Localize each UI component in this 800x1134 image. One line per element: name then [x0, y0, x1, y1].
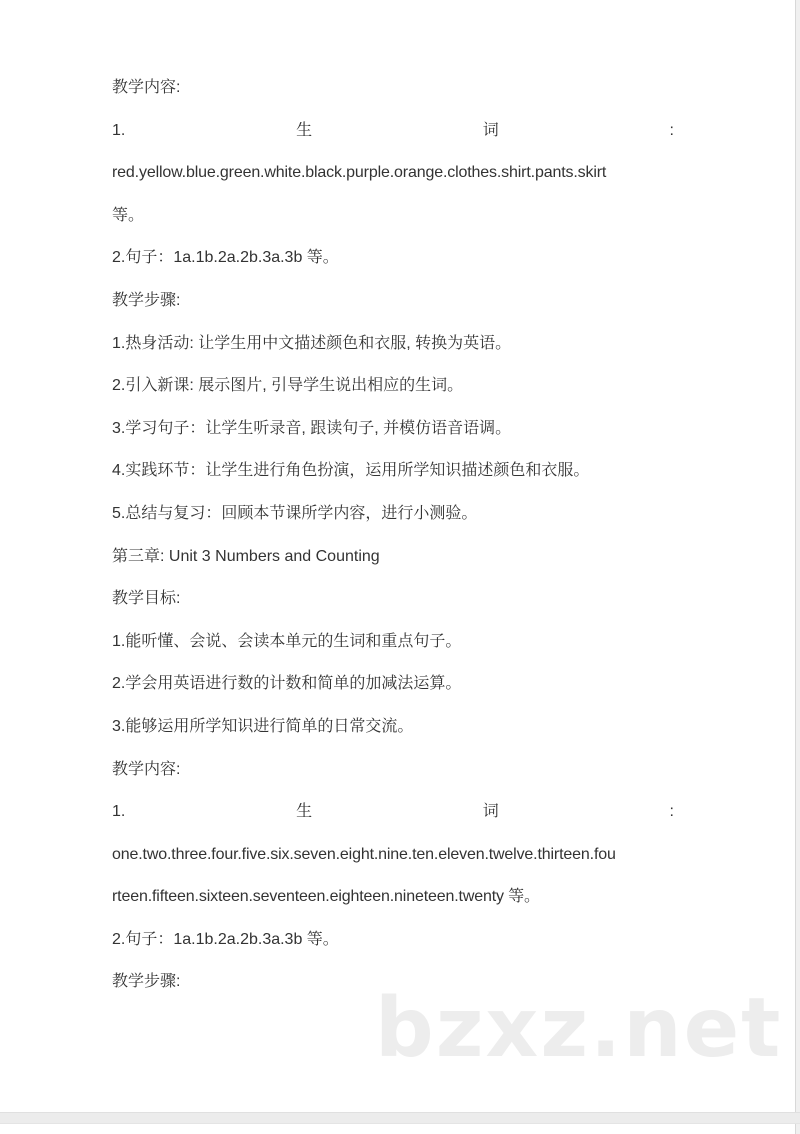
document-body [112, 67, 674, 1004]
step-3: 3.学习句子：让学生听录音, 跟读句子, 并模仿语音语调。 [112, 419, 512, 437]
vocab-colon: : [669, 121, 674, 139]
vocab-char-ci: 词 [482, 121, 499, 139]
next-page-edge [0, 1124, 796, 1134]
vocab-list-colors: red.yellow.blue.green.white.black.purple.orange.clothes.shirt.pants.skirt [112, 164, 607, 182]
watermark: bzxz.net [375, 981, 783, 1076]
goal-2: 2.学会用英语进行数的计数和简单的加减法运算。 [112, 675, 462, 693]
vocab-list-numbers-1: one.two.three.four.five.six.seven.eight.nine.ten.eleven.twelve.thirteen.fou [112, 845, 616, 863]
vocab-number: 1. [112, 121, 126, 139]
section-heading-teaching-content-2: 教学内容: [112, 760, 181, 778]
vocab-number: 1. [112, 803, 126, 821]
section-heading-teaching-goals: 教学目标: [112, 590, 181, 608]
sentence-list: 2.句子：1a.1b.2a.2b.3a.3b 等。 [112, 249, 339, 267]
page-separator [0, 1112, 800, 1124]
chapter-title: 第三章: Unit 3 Numbers and Counting [112, 547, 380, 565]
goal-1: 1.能听懂、会说、会读本单元的生词和重点句子。 [112, 632, 462, 650]
vocab-char-sheng: 生 [296, 803, 313, 821]
section-heading-teaching-content: 教学内容: [112, 79, 181, 96]
sentence-list-2: 2.句子：1a.1b.2a.2b.3a.3b 等。 [112, 930, 339, 948]
vocab-label-line [112, 110, 674, 153]
vocab-list-numbers-2: rteen.fifteen.sixteen.seventeen.eighteen.nineteen.twenty 等。 [112, 888, 540, 906]
vocab-char-sheng: 生 [296, 121, 313, 139]
section-heading-teaching-steps-2: 教学步骤: [112, 973, 181, 991]
vocab-char-ci: 词 [482, 803, 499, 821]
step-5: 5.总结与复习：回顾本节课所学内容，进行小测验。 [112, 504, 478, 522]
step-4: 4.实践环节：让学生进行角色扮演，运用所学知识描述颜色和衣服。 [112, 462, 590, 480]
goal-3: 3.能够运用所学知识进行简单的日常交流。 [112, 717, 414, 735]
vocab-colon: : [669, 803, 674, 821]
step-1: 1.热身活动: 让学生用中文描述颜色和衣服, 转换为英语。 [112, 334, 512, 352]
vocab-label-line-2 [112, 791, 674, 834]
step-2: 2.引入新课: 展示图片, 引导学生说出相应的生词。 [112, 377, 464, 395]
vocab-list-end: 等。 [112, 206, 145, 224]
section-heading-teaching-steps: 教学步骤: [112, 291, 181, 309]
